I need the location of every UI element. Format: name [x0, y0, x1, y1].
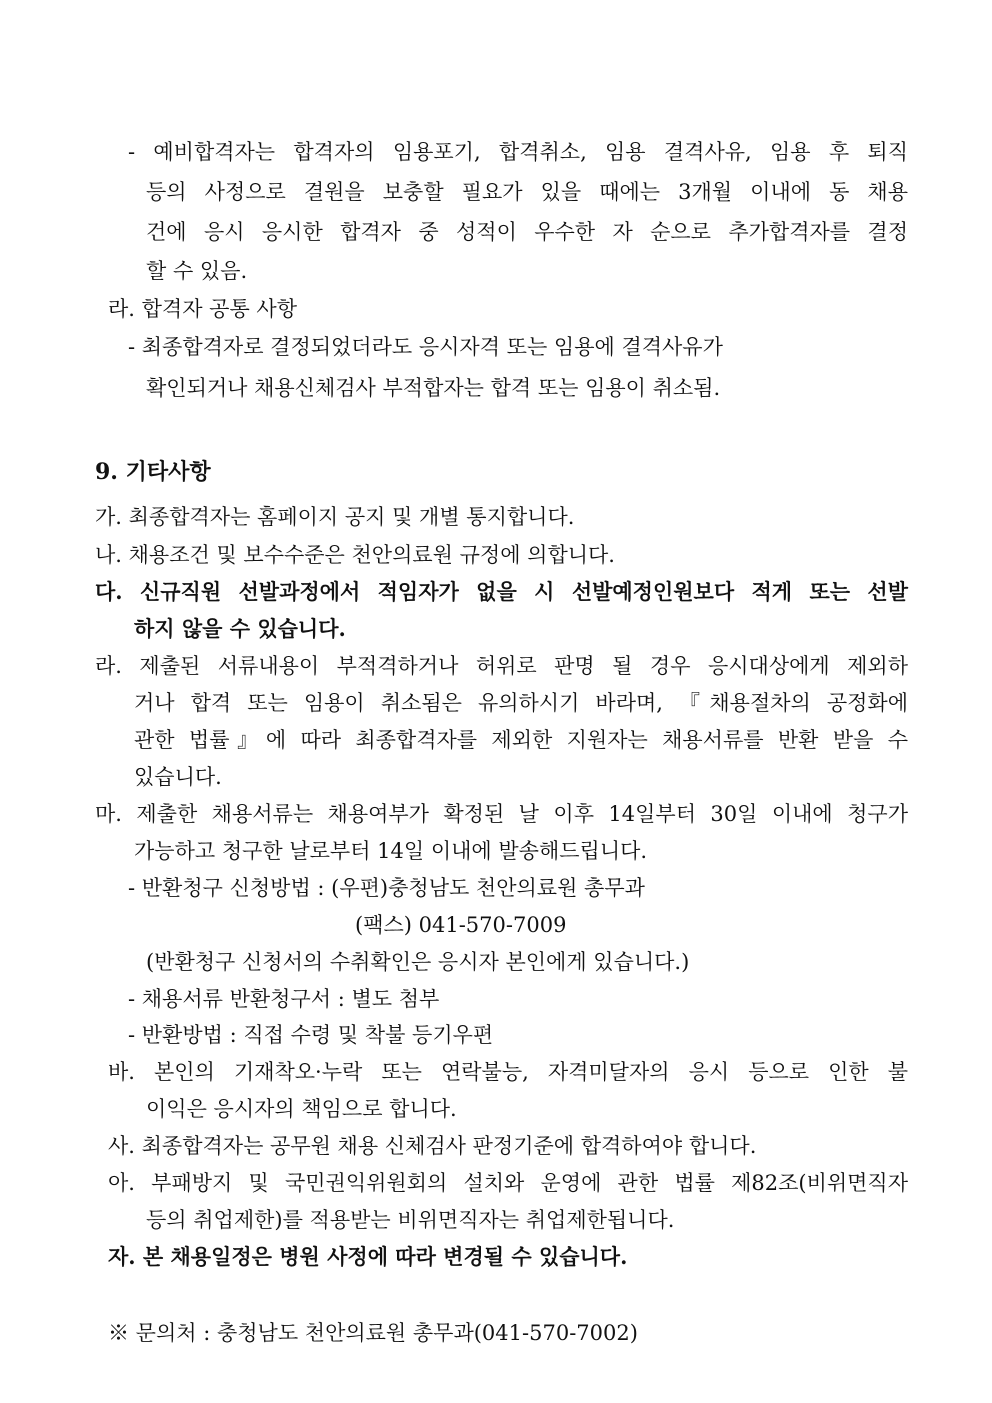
- reserve-line-2: 등의 사정으로 결원을 보충할 필요가 있을 때에는 3개월 이내에 동 채용: [146, 180, 908, 204]
- common-items-line-2: 확인되거나 채용신체검사 부적합자는 합격 또는 임용이 취소됨.: [146, 376, 721, 400]
- item-ra-line-2: 거나 합격 또는 임용이 취소됨은 유의하시기 바라며, 『채용절차의 공정화에: [134, 691, 908, 715]
- return-fax: (팩스) 041-570-7009: [355, 913, 567, 937]
- item-sa: 사. 최종합격자는 공무원 채용 신체검사 판정기준에 합격하여야 합니다.: [108, 1134, 757, 1158]
- item-a-line-1: 아. 부패방지 및 국민권익위원회의 설치와 운영에 관한 법률 제82조(비위면직자: [108, 1171, 908, 1195]
- item-ra-line-4: 있습니다.: [134, 765, 222, 789]
- item-a-line-2: 등의 취업제한)를 적용받는 비위면직자는 취업제한됩니다.: [146, 1208, 675, 1232]
- item-ga: 가. 최종합격자는 홈페이지 공지 및 개별 통지합니다.: [95, 505, 575, 529]
- section-heading: [95, 457, 211, 487]
- common-items-title: 라. 합격자 공통 사항: [108, 297, 297, 321]
- return-note: (반환청구 신청서의 수취확인은 응시자 본인에게 있습니다.): [146, 950, 690, 974]
- section-title: 기타사항: [125, 459, 211, 485]
- item-ma-line-2: 가능하고 청구한 날로부터 14일 이내에 발송해드립니다.: [134, 839, 648, 863]
- item-ba-line-1: 바. 본인의 기재착오·누락 또는 연락불능, 자격미달자의 응시 등으로 인한 불: [108, 1060, 908, 1084]
- item-ba-line-2: 이익은 응시자의 책임으로 합니다.: [146, 1097, 457, 1121]
- item-da-line-1: 다. 신규직원 선발과정에서 적임자가 없을 시 선발예정인원보다 적게 또는 선발: [95, 579, 908, 604]
- reserve-line-1: - 예비합격자는 합격자의 임용포기, 합격취소, 임용 결격사유, 임용 후 퇴직: [128, 140, 908, 164]
- item-da-line-2: 하지 않을 수 있습니다.: [134, 616, 346, 641]
- item-ja: 자. 본 채용일정은 병원 사정에 따라 변경될 수 있습니다.: [108, 1244, 628, 1269]
- return-form: - 채용서류 반환청구서 : 별도 첨부: [128, 987, 440, 1011]
- item-ra-line-3: 관한 법률』에 따라 최종합격자를 제외한 지원자는 채용서류를 반환 받을 수: [134, 728, 908, 752]
- contact-line: ※ 문의처 : 충청남도 천안의료원 총무과(041-570-7002): [108, 1321, 638, 1345]
- reserve-line-4: 할 수 있음.: [146, 259, 248, 283]
- item-ra-line-1: 라. 제출된 서류내용이 부적격하거나 허위로 판명 될 경우 응시대상에게 제외하: [95, 654, 908, 678]
- return-method: - 반환청구 신청방법 : (우편)충청남도 천안의료원 총무과: [128, 876, 645, 900]
- item-ma-line-1: 마. 제출한 채용서류는 채용여부가 확정된 날 이후 14일부터 30일 이내에 청구가: [95, 802, 908, 826]
- section-number: 9.: [95, 459, 126, 485]
- item-na: 나. 채용조건 및 보수수준은 천안의료원 규정에 의합니다.: [95, 543, 615, 567]
- reserve-line-3: 건에 응시 응시한 합격자 중 성적이 우수한 자 순으로 추가합격자를 결정: [146, 220, 908, 244]
- common-items-line-1: - 최종합격자로 결정되었더라도 응시자격 또는 임용에 결격사유가: [128, 335, 723, 359]
- return-way: - 반환방법 : 직접 수령 및 착불 등기우편: [128, 1023, 494, 1047]
